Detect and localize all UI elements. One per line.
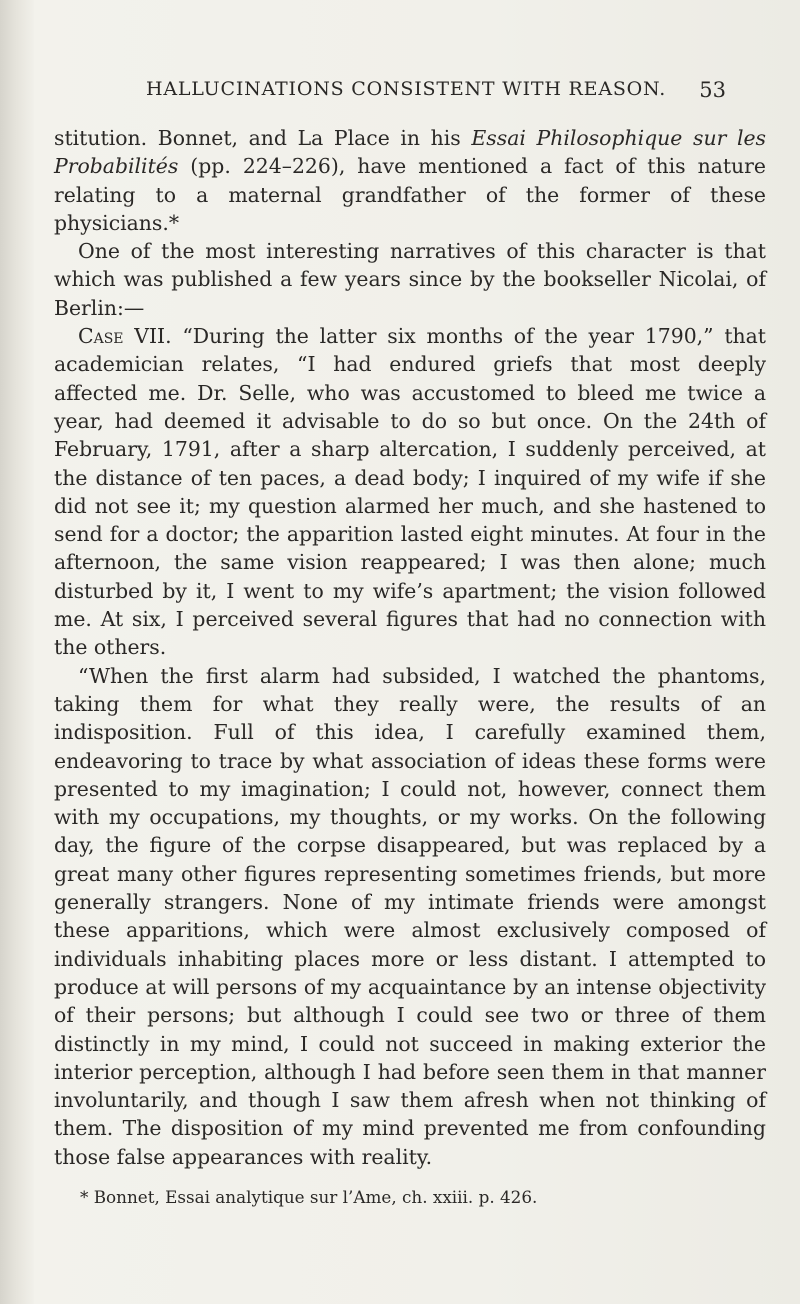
body-text (54, 124, 766, 1171)
running-head-title: HALLUCINATIONS CONSISTENT WITH REASON. (146, 78, 667, 100)
footnote: * Bonnet, Essai analytique sur l’Ame, ch. xxiii. p. 426. (80, 1187, 538, 1207)
paragraph-3-text: “During the latter six months of the year 1790,” that academician relates, “I had endured griefs that most deeply affected me. Dr. Selle, who was accustomed to bleed me twice a year, had deemed it advisable to do so but once. On the 24th of February, 1791, after a sharp altercation, I suddenly perceived, at the distance of ten paces, a dead body; I inquired of my wife if she did not see it; my question alarmed her much, and she hastened to send for a doctor; the apparition lasted eight minutes. At four in the afternoon, the same vision reappeared; I was then alone; much disturbed by it, I went to my wife’s apartment; the vision followed me. At six, I perceived several figures that had no connection with the others. (54, 324, 767, 660)
paragraph-1-text-a: stitution. Bonnet, and La Place in his (54, 126, 472, 150)
page-gutter-shadow (0, 0, 34, 1304)
book-title-essai: Essai Philosophique sur les Probabilités (54, 126, 766, 179)
paragraph-2: One of the most interesting narratives of this character is that which was published a few years since by the bookseller Nicolai, of Berlin:— (54, 239, 766, 320)
paragraph-4: “When the first alarm had subsided, I watched the phantoms, taking them for what they really were, the results of an indisposition. Full of this idea, I carefully examined them, endeavoring to trace by what association of ideas these forms were presented to my imagination; I could not, however, connect them with my occupations, my thoughts, or my works. On the following day, the figure of the corpse disappeared, but was replaced by a great many other figures representing sometimes friends, but more generally strangers. None of my intimate friends were amongst these apparitions, which were almost exclusively composed of individuals inhabiting places more or less distant. I attempted to produce at will persons of my acquaintance by an intense objectivity of their persons; but although I could see two or three of them distinctly in my mind, I could not succeed in making exterior the interior perception, although I had before seen them in that manner involuntarily, and though I saw them afresh when not thinking of them. The disposition of my mind prevented me from confounding those false appearances with reality. (54, 663, 766, 1169)
paragraph-1-text-b: (pp. 224–226), have mentioned a fact of this nature relating to a maternal grandfather of the former of these physicians.* (54, 154, 766, 235)
page-header (48, 78, 752, 114)
paragraph-1 (54, 124, 766, 237)
page-number: 53 (699, 78, 726, 102)
case-label: Case VII. (78, 324, 172, 349)
paragraph-3 (54, 322, 766, 662)
